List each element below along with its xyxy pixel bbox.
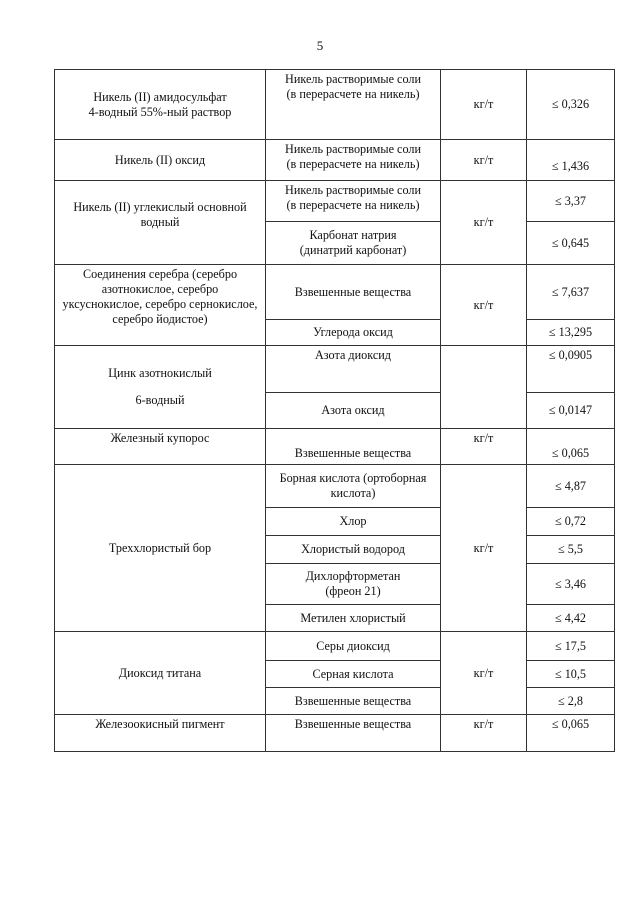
substance-cell: Никель (II) амидосульфат 4-водный 55%-ный раствор [55,70,266,140]
limit-cell: ≤ 4,42 [527,605,615,632]
substance-cell: Железный купорос [55,429,266,465]
unit-cell: кг/т [441,429,527,465]
limit-cell: ≤ 3,46 [527,564,615,605]
substance-cell: Диоксид титана [55,632,266,715]
limit-cell: ≤ 13,295 [527,320,615,346]
table-row [55,70,615,140]
limit-cell: ≤ 3,37 [527,181,615,222]
substance-cell: Железоокисный пигмент [55,715,266,752]
table-row [55,429,615,465]
table-row [55,181,615,222]
pollutant-cell: Хлористый водород [266,536,441,564]
table-row [55,715,615,752]
pollutant-cell: Серная кислота [266,661,441,688]
limit-cell: ≤ 0,065 [527,715,615,752]
pollutant-cell: Взвешенные вещества [266,265,441,320]
pollutant-cell: Серы диоксид [266,632,441,661]
unit-cell [441,346,527,429]
page-number: 5 [316,38,324,53]
limit-cell: ≤ 4,87 [527,465,615,508]
pollutant-cell: Азота оксид [266,393,441,429]
pollutant-cell: Метилен хлористый [266,605,441,632]
substance-cell: Соединения серебра (серебро азотнокислое, серебро уксуснокислое, серебро сернокислое, серебро йодистое) [55,265,266,346]
table-row [55,140,615,181]
unit-cell: кг/т [441,632,527,715]
pollutant-cell: Дихлорфторметан (фреон 21) [266,564,441,605]
limit-cell: ≤ 17,5 [527,632,615,661]
substance-cell: Никель (II) оксид [55,140,266,181]
pollutant-cell: Борная кислота (ортоборная кислота) [266,465,441,508]
limit-cell: ≤ 0,645 [527,222,615,265]
pollutant-cell: Углерода оксид [266,320,441,346]
limit-cell: ≤ 0,0147 [527,393,615,429]
pollutant-cell: Хлор [266,508,441,536]
unit-cell: кг/т [441,265,527,346]
substance-cell: Треххлористый бор [55,465,266,632]
pollutant-cell: Никель растворимые соли (в перерасчете на никель) [266,140,441,181]
limit-cell: ≤ 1,436 [527,140,615,181]
unit-cell: кг/т [441,181,527,265]
limit-cell: ≤ 0,72 [527,508,615,536]
limit-cell: ≤ 2,8 [527,688,615,715]
table-row [55,632,615,661]
limit-cell: ≤ 5,5 [527,536,615,564]
substance-cell: Никель (II) углекислый основной водный [55,181,266,265]
unit-cell: кг/т [441,70,527,140]
unit-cell: кг/т [441,465,527,632]
substance-cell: Цинк азотнокислый 6-водный [55,346,266,429]
limit-cell: ≤ 0,065 [527,429,615,465]
limit-cell: ≤ 7,637 [527,265,615,320]
unit-cell: кг/т [441,715,527,752]
table-row [55,465,615,508]
pollutant-cell: Взвешенные вещества [266,429,441,465]
limit-cell: ≤ 10,5 [527,661,615,688]
pollutant-cell: Карбонат натрия (динатрий карбонат) [266,222,441,265]
pollutant-cell: Никель растворимые соли (в перерасчете на никель) [266,181,441,222]
pollutant-cell: Азота диоксид [266,346,441,393]
table-row [55,346,615,393]
pollutant-cell: Взвешенные вещества [266,688,441,715]
pollutant-cell: Взвешенные вещества [266,715,441,752]
table-row [55,265,615,320]
limit-cell: ≤ 0,0905 [527,346,615,393]
limit-cell: ≤ 0,326 [527,70,615,140]
unit-cell: кг/т [441,140,527,181]
emission-limits-table [54,69,615,752]
pollutant-cell: Никель растворимые соли (в перерасчете на никель) [266,70,441,140]
